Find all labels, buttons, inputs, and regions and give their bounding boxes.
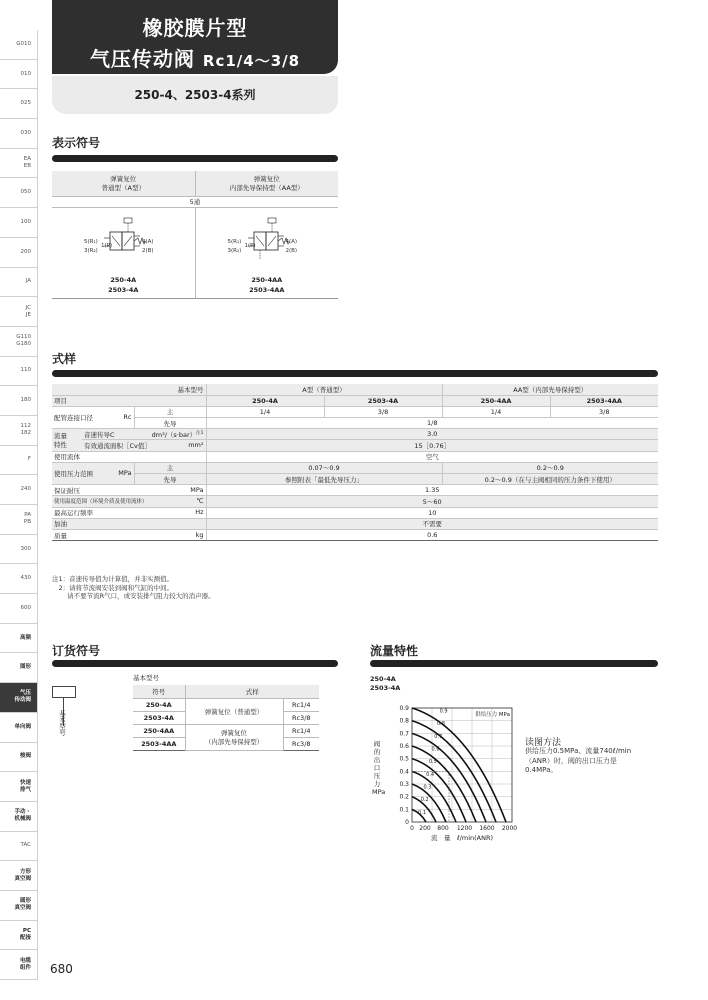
read-line: （ANR）时，阀的出口压力是 [525, 756, 617, 765]
port-size-label: 配管连接口径 Rc [52, 406, 134, 428]
side-index-item[interactable]: F [0, 446, 38, 476]
curve-label: 0.4 [426, 771, 435, 778]
side-index-item[interactable]: 图形 [0, 653, 38, 683]
basic-model-label: 基本型号 [52, 384, 206, 395]
model-col: 250-4AA [442, 395, 550, 406]
side-index-item[interactable]: 快速 排气 [0, 772, 38, 802]
y-tick-label: 0.8 [399, 717, 409, 725]
order-code: 250-4AA [133, 724, 185, 737]
fluid-label: 使用流体 [52, 451, 206, 462]
curve-label: 0.7 [434, 733, 443, 740]
flow-model: 2503-4A [370, 684, 401, 692]
pilot-label: 先导 [134, 418, 206, 429]
symbol-col2-header: 弹簧复位 内部先导保持型（AA型） [195, 171, 339, 196]
port-main-value: 3/8 [324, 406, 442, 417]
order-table [133, 685, 319, 751]
section-bar [52, 155, 338, 162]
side-index-item[interactable]: TAC [0, 832, 38, 862]
temp-label: 使用温度范围（环境介质及使用流体） ℃ [52, 496, 206, 507]
main-label: 主 [134, 406, 206, 417]
cv-value: 15［0.76］ [206, 440, 658, 451]
side-index-item[interactable]: 电缆 组件 [0, 950, 38, 980]
freq-label: 最高运行频率 Hz [52, 507, 206, 518]
pressure-main-aa: 0.2～0.9 [442, 462, 658, 473]
side-index-item[interactable]: 气压 传动阀 [0, 683, 38, 713]
side-index-item[interactable]: 300 [0, 535, 38, 565]
order-spec-aa: 弹簧复位 （内部先导保持型） [185, 724, 283, 750]
side-index-item[interactable]: 025 [0, 89, 38, 119]
model-250-4AA: 250-4AA [251, 276, 283, 284]
side-index-item[interactable]: 手动・ 机械阀 [0, 802, 38, 832]
port-label-1: 1(P) [101, 243, 113, 249]
order-code: 250-4A [133, 698, 185, 711]
ylabel-char: 的 [373, 748, 381, 756]
model-2503-4A: 2503-4A [108, 286, 139, 294]
group-a-header: A型（普通型） [206, 384, 442, 395]
side-index-item[interactable]: 112 182 [0, 416, 38, 446]
x-tick-label: 0 [410, 825, 414, 832]
x-tick-label: 1200 [456, 825, 473, 832]
symbol-cell-aa [195, 208, 339, 298]
pressure-pilot-aa: 0.2～0.9（在与主阀相同的压力条件下使用） [442, 474, 658, 485]
flow-chart [370, 698, 530, 848]
proof-value: 1.35 [206, 485, 658, 496]
fluid-value: 空气 [206, 451, 658, 462]
symbol-table [52, 171, 338, 299]
side-index-item[interactable]: 高频 [0, 624, 38, 654]
curve-label: 0.8 [436, 721, 445, 728]
section-title-flow: 流量特性 [370, 644, 419, 658]
spec-table [52, 384, 658, 541]
side-index [0, 30, 38, 980]
order-port: Rc3/8 [283, 737, 319, 750]
valve-symbol-a [52, 208, 195, 270]
side-index-item[interactable]: 方形 真空阀 [0, 861, 38, 891]
curve-label: 0.5 [428, 759, 437, 766]
port-label-4: 4(A) [285, 239, 298, 245]
spec-notes [52, 575, 215, 601]
side-index-item[interactable]: 梭阀 [0, 743, 38, 773]
spec-note: 2：请将节流阀安装到阀和气缸的中间。 [52, 583, 174, 592]
side-index-item[interactable]: 圆形 真空阀 [0, 891, 38, 921]
port-pilot-value: 1/8 [206, 418, 658, 429]
flow-models [370, 675, 400, 693]
order-col-spec: 式样 [185, 685, 319, 698]
group-aa-header: AA型（内部先导保持型） [442, 384, 658, 395]
section-bar [370, 660, 658, 667]
pressure-main-a: 0.07～0.9 [206, 462, 442, 473]
ylabel-char: 力 [373, 780, 381, 788]
proof-label: 保证耐压 MPa [52, 485, 206, 496]
side-index-item[interactable]: JC JE [0, 297, 38, 327]
y-tick-label: 0.4 [399, 768, 409, 776]
side-index-item[interactable]: 100 [0, 208, 38, 238]
y-tick-label: 0.5 [399, 755, 409, 763]
side-index-item[interactable]: PA PB [0, 505, 38, 535]
title-line2: 气压传动阀 Rc1/4～3/8 [89, 47, 301, 71]
flow-model: 250-4A [370, 675, 396, 683]
model-250-4A: 250-4A [110, 276, 137, 284]
series-label: 250-4、2503-4系列 [52, 76, 338, 114]
y-tick-label: 0.9 [399, 705, 409, 712]
model-col: 2503-4AA [550, 395, 658, 406]
side-index-item[interactable]: 200 [0, 238, 38, 268]
port-label-4: 4(A) [142, 239, 154, 245]
curve-label: 0.9 [439, 708, 448, 715]
pilot-label: 先导 [134, 474, 206, 485]
port-label-5: 5(R₁) [84, 239, 98, 245]
cv-label: 有效通流面积［Cv值］ mm² [82, 440, 206, 451]
side-index-item[interactable]: 010 [0, 60, 38, 90]
mass-value: 0.6 [206, 529, 658, 540]
section-title-order: 订货符号 [52, 644, 101, 658]
order-code: 2503-4AA [133, 737, 185, 750]
port-label-3: 3(R₂) [84, 248, 98, 254]
section-title-symbols: 表示符号 [52, 136, 101, 150]
port-label-5: 5(R₁) [227, 239, 242, 245]
order-code-box [52, 686, 76, 698]
pressure-label: 使用压力范围 MPa [52, 462, 134, 484]
side-index-item[interactable]: G010 [0, 30, 38, 60]
title-line1: 橡胶膜片型 [142, 16, 248, 40]
order-table-caption: 基本型号 [133, 674, 159, 682]
side-index-item[interactable]: 110 [0, 357, 38, 387]
pressure-pilot-a: 参照附表「最低先导压力」 [206, 474, 442, 485]
x-tick-label: 1600 [479, 825, 495, 832]
side-index-item[interactable]: 050 [0, 178, 38, 208]
order-spec-a: 弹簧复位（普通型） [185, 698, 283, 724]
order-vertical-label: 基本型号 [58, 710, 66, 736]
ylabel-char: 压 [373, 772, 381, 780]
temp-value: 5～60 [206, 496, 658, 507]
side-index-item[interactable]: 030 [0, 119, 38, 149]
side-index-item[interactable]: PC 配接 [0, 921, 38, 951]
symbol-ways: 5通 [52, 197, 338, 208]
side-index-item[interactable]: EA EB [0, 149, 38, 179]
model-col: 2503-4A [324, 395, 442, 406]
supply-pressure-label: 供给压力 MPa [475, 712, 510, 718]
order-code: 2503-4A [133, 711, 185, 724]
read-text [525, 747, 631, 776]
y-tick-label: 0.7 [399, 730, 409, 738]
section-bar [52, 370, 658, 377]
order-col-symbol: 符号 [133, 685, 185, 698]
port-label-3: 3(R₂) [227, 248, 242, 254]
side-index-item[interactable]: 单向阀 [0, 713, 38, 743]
curve-label: 0.1 [418, 809, 427, 816]
symbol-cell-a [52, 208, 195, 298]
side-index-item[interactable]: G110 G180 [0, 327, 38, 357]
y-tick-label: 0.2 [399, 793, 409, 801]
item-label: 项目 [52, 395, 206, 406]
side-index-item[interactable]: 600 [0, 594, 38, 624]
x-tick-label: 200 [419, 825, 431, 832]
port-label-2: 2(B) [285, 248, 298, 254]
spec-note: 注1：音速传导值为计算值，并非实测值。 [52, 575, 174, 583]
side-index-item[interactable]: 180 [0, 386, 38, 416]
x-axis-label: 流 量 ℓ/min(ANR) [430, 834, 494, 842]
sonic-label: 音速传导C dm³/$(s\cdot bar)^{注1}$ [82, 429, 206, 440]
freq-value: 10 [206, 507, 658, 518]
page-number: 680 [50, 962, 73, 976]
flow-char-label: 流量 特性 [52, 429, 82, 451]
ylabel-char: 出 [373, 756, 381, 764]
order-port: Rc1/4 [283, 698, 319, 711]
symbol-col1-header: 弹簧复位 普通型（A型） [101, 175, 145, 192]
port-main-value: 1/4 [442, 406, 550, 417]
page-header [52, 0, 338, 74]
lube-label: 加油 [52, 518, 206, 529]
ylabel-char: 阀 [373, 740, 381, 748]
side-index-item[interactable]: 240 [0, 475, 38, 505]
y-tick-label: 0 [405, 819, 409, 826]
read-title: 读图方法 [525, 738, 562, 748]
y-tick-label: 0.1 [399, 806, 409, 814]
lube-value: 不需要 [206, 518, 658, 529]
curve-label: 0.2 [420, 797, 429, 804]
section-bar [52, 660, 338, 667]
ylabel-char: 口 [373, 764, 381, 772]
valve-symbol-aa [196, 208, 339, 270]
curve-label: 0.3 [423, 784, 432, 791]
read-line: 0.4MPa。 [525, 766, 558, 774]
mass-label: 质量 kg [52, 529, 206, 540]
sonic-value: 3.0 [206, 429, 658, 440]
x-tick-label: 800 [437, 825, 449, 832]
section-title-spec: 式样 [52, 352, 77, 366]
main-label: 主 [134, 462, 206, 473]
order-port: Rc1/4 [283, 724, 319, 737]
order-port: Rc3/8 [283, 711, 319, 724]
flow-ylabel-unit: MPa [372, 788, 386, 796]
y-tick-label: 0.6 [399, 743, 409, 750]
port-label-2: 2(B) [142, 248, 154, 254]
model-col: 250-4A [206, 395, 324, 406]
model-2503-4AA: 2503-4AA [249, 286, 285, 294]
side-index-item[interactable]: JA [0, 268, 38, 298]
read-line: 供给压力0.5MPa、流量740ℓ/min [525, 747, 632, 755]
spec-note: 请不要节流R气口，或安装排气阻力较大的消声器。 [52, 592, 215, 600]
curve-label: 0.6 [431, 746, 440, 753]
title-port-range: Rc1/4～3/8 [202, 52, 301, 70]
port-main-value: 3/8 [550, 406, 658, 417]
y-tick-label: 0.3 [399, 781, 409, 788]
x-tick-label: 2000 [501, 825, 518, 832]
port-label-1: 1(P) [244, 243, 256, 249]
side-index-item[interactable]: 430 [0, 564, 38, 594]
port-main-value: 1/4 [206, 406, 324, 417]
